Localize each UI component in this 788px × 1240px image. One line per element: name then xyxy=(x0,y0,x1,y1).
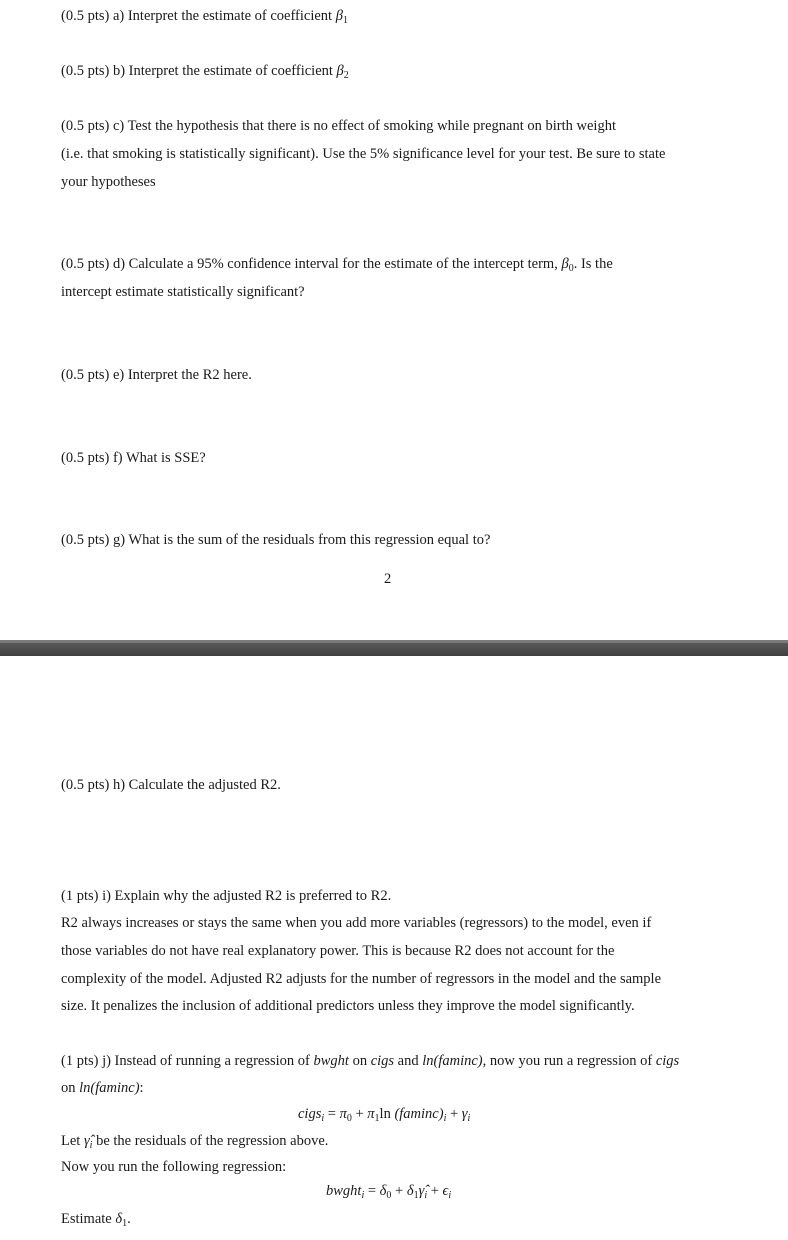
let-residuals: Let $\gammâ_i$ be the residuals of the regression above. xyxy=(61,1133,329,1151)
question-a: (0.5 pts) a) Interpret the estimate of coefficient $\beta_1$ xyxy=(61,8,348,26)
var-lnfaminc: ln(faminc) xyxy=(79,1080,140,1096)
var-lnfaminc: ln(faminc) xyxy=(422,1053,483,1069)
now-regression: Now you run the following regression: xyxy=(61,1159,287,1175)
question-c-line-2: (i.e. that smoking is statistically significant). Use the 5% significance level for your test. Be sure to state xyxy=(61,146,666,162)
equation-2: bwght$_i$ = $\delta_0$ + $\delta_1\gammâ_i + \epsilon_i$ xyxy=(326,1183,452,1201)
subscript: 2 xyxy=(343,70,349,81)
answer-i-line-4: size. It penalizes the inclusion of additional predictors unless they improve the model significantly. xyxy=(61,998,635,1014)
answer-i-line-2: those variables do not have real explanatory power. This is because R2 does not account for the xyxy=(61,943,615,959)
page-2 xyxy=(0,656,788,1240)
subscript: 0 xyxy=(568,263,574,274)
question-c-line-3: your hypotheses xyxy=(61,174,156,190)
question-j-line-1: (1 pts) j) Instead of running a regression of bwght on cigs and ln(faminc), now you run a regression of cigs xyxy=(61,1053,680,1069)
answer-i-line-1: R2 always increases or stays the same when you add more variables (regressors) to the model, even if xyxy=(61,915,652,931)
var-cigs: cigs xyxy=(655,1053,680,1069)
question-j-line-2: on ln(faminc): xyxy=(61,1080,144,1096)
page-separator xyxy=(0,640,788,656)
beta-symbol: β xyxy=(561,256,569,272)
beta-symbol: β xyxy=(336,63,344,79)
question-b: (0.5 pts) b) Interpret the estimate of coefficient $\beta_2$ xyxy=(61,63,349,81)
question-i-title: (1 pts) i) Explain why the adjusted R2 is preferred to R2. xyxy=(61,888,392,904)
estimate-delta1: Estimate $\delta_1$. xyxy=(61,1211,131,1229)
question-g: (0.5 pts) g) What is the sum of the residuals from this regression equal to? xyxy=(61,532,491,548)
question-h: (0.5 pts) h) Calculate the adjusted R2. xyxy=(61,777,281,793)
answer-i-line-3: complexity of the model. Adjusted R2 adjusts for the number of regressors in the model and the sample xyxy=(61,971,662,987)
beta-symbol: β xyxy=(335,8,343,24)
question-f: (0.5 pts) f) What is SSE? xyxy=(61,450,206,466)
page-number: 2 xyxy=(384,571,392,587)
subscript: 1 xyxy=(342,15,348,26)
gamma-hat-symbol: γ̂ xyxy=(83,1133,90,1149)
equation-1: cigs$_i$ = $\pi_0 + \pi_1\ln$ $(faminc)_i + \gamma_i$ xyxy=(298,1106,471,1124)
var-cigs: cigs xyxy=(370,1053,395,1069)
delta-symbol: δ xyxy=(115,1211,123,1227)
question-e: (0.5 pts) e) Interpret the R2 here. xyxy=(61,367,252,383)
question-d-line-2: intercept estimate statistically significant? xyxy=(61,284,305,300)
question-d-line-1: (0.5 pts) d) Calculate a 95% confidence interval for the estimate of the intercept term, $\beta_0$. Is the xyxy=(61,256,613,274)
var-bwght: bwght xyxy=(313,1053,349,1069)
question-c-line-1: (0.5 pts) c) Test the hypothesis that there is no effect of smoking while pregnant on birth weight xyxy=(61,118,616,134)
